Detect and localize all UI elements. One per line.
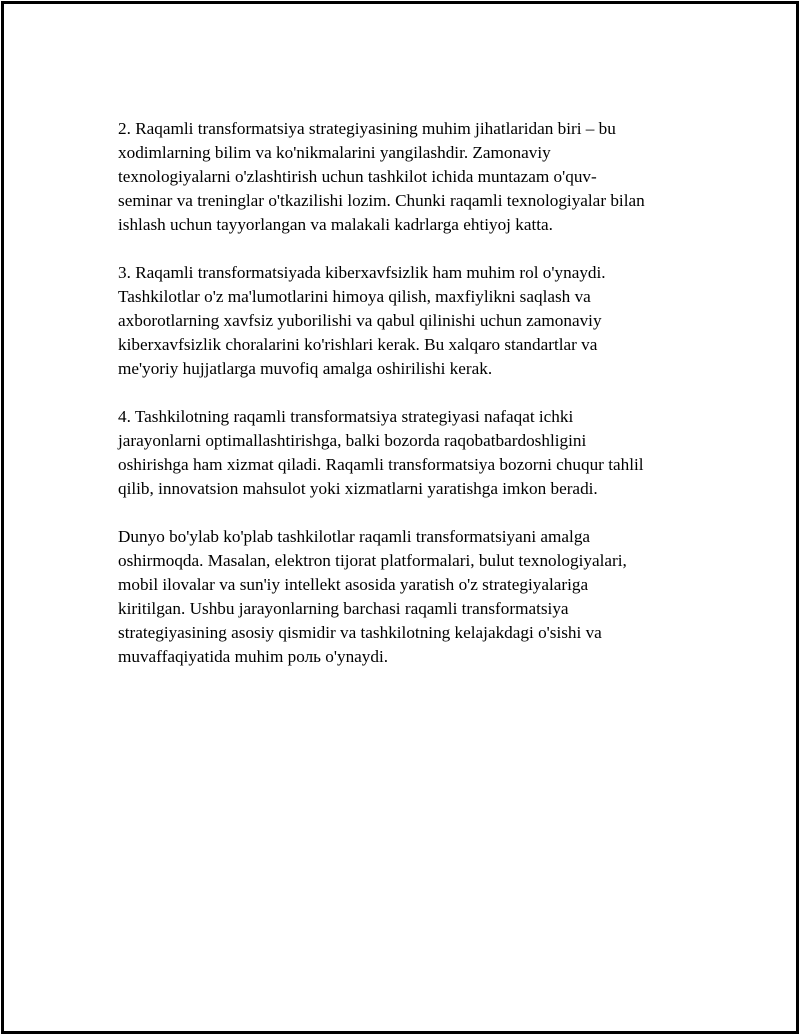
text-line: mobil ilovalar va sun'iy intellekt asosida yaratish o'z strategiyalariga [118,575,589,594]
paragraph-2-employee-skills [118,117,688,237]
text-line: seminar va treninglar o'tkazilishi lozim. Chunki raqamli texnologiyalar bilan [118,191,645,210]
paragraph-world-examples [118,525,688,669]
text-line: 4. Tashkilotning raqamli transformatsiya strategiyasi nafaqat ichki [118,407,574,426]
text-line: xodimlarning bilim va ko'nikmalarini yangilashdir. Zamonaviy [118,143,551,162]
text-line: Tashkilotlar o'z ma'lumotlarini himoya qilish, maxfiylikni saqlash va [118,287,591,306]
document-body [118,117,688,693]
paragraph-4-competitiveness [118,405,688,501]
text-line: ishlash uchun tayyorlangan va malakali kadrlarga ehtiyoj katta. [118,215,553,234]
text-line: texnologiyalarni o'zlashtirish uchun tashkilot ichida muntazam o'quv- [118,167,597,186]
text-line: muvaffaqiyatida muhim роль o'ynaydi. [118,647,389,666]
text-line: qilib, innovatsion mahsulot yoki xizmatlarni yaratishga imkon beradi. [118,479,598,498]
text-line: kiberxavfsizlik choralarini ko'rishlari kerak. Bu xalqaro standartlar va [118,335,598,354]
text-line: strategiyasining asosiy qismidir va tashkilotning kelajakdagi o'sishi va [118,623,602,642]
text-line: 2. Raqamli transformatsiya strategiyasining muhim jihatlaridan biri – bu [118,119,616,138]
text-line: me'yoriy hujjatlarga muvofiq amalga oshirilishi kerak. [118,359,493,378]
paragraph-3-cybersecurity [118,261,688,381]
text-line: oshirmoqda. Masalan, elektron tijorat platformalari, bulut texnologiyalari, [118,551,627,570]
text-line: oshirishga ham xizmat qiladi. Raqamli transformatsiya bozorni chuqur tahlil [118,455,644,474]
text-line: 3. Raqamli transformatsiyada kiberxavfsizlik ham muhim rol o'ynaydi. [118,263,606,282]
text-line: jarayonlarni optimallashtirishga, balki bozorda raqobatbardoshligini [118,431,587,450]
text-line: Dunyo bo'ylab ko'plab tashkilotlar raqamli transformatsiyani amalga [118,527,591,546]
text-line: kiritilgan. Ushbu jarayonlarning barchasi raqamli transformatsiya [118,599,569,618]
text-line: axborotlarning xavfsiz yuborilishi va qabul qilinishi uchun zamonaviy [118,311,602,330]
